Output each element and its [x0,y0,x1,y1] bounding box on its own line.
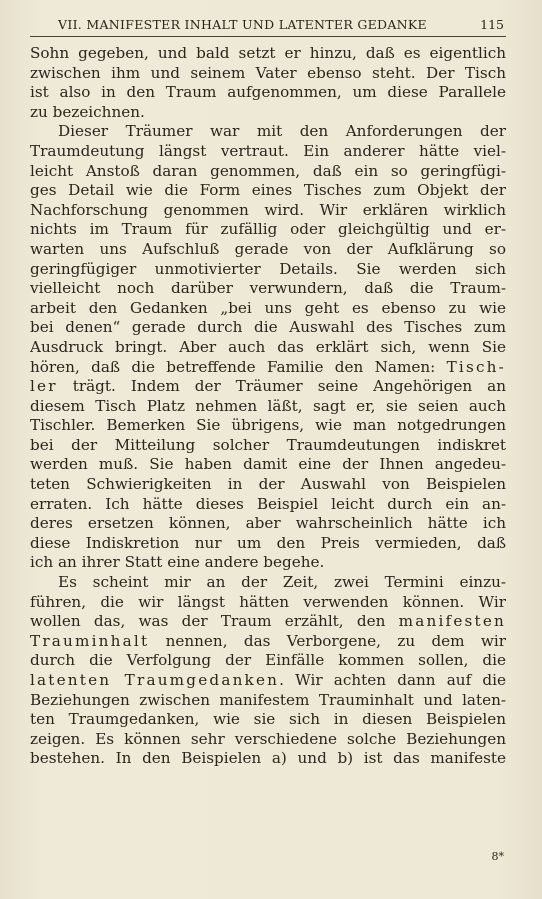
text-segment: leicht Anstoß daran genommen, daß ein so geringfügi- [30,161,506,180]
text-segment: hören, daß die betreffende Familie den Namen: [30,357,447,376]
text-line [30,220,506,240]
text-line [30,749,506,769]
text-line [30,534,506,554]
running-head [30,16,506,37]
text-segment: nichts im Traum für zufällig oder gleichgültig und er- [30,220,506,239]
spaced-term: Trauminhalt [30,631,150,650]
text-segment: Nachforschung genommen wird. Wir erklären wirklich [30,200,506,219]
text-line [30,279,506,299]
text-line [30,671,506,691]
text-segment: führen, die wir längst hätten verwenden können. Wir [30,592,506,611]
text-segment: Beziehungen zwischen manifestem Trauminhalt und laten- [30,690,506,709]
text-line [30,651,506,671]
text-line [30,83,506,103]
text-segment: deres ersetzen können, aber wahrscheinlich hätte ich [30,514,506,533]
text-line [30,436,506,456]
text-segment: Dieser Träumer war mit den Anforderungen der [58,122,506,141]
printer-signature-mark: 8* [491,850,504,863]
text-segment: ges Detail wie die Form eines Tisches zum Objekt der [30,181,506,200]
text-segment: geringfügiger unmotivierter Details. Sie werden sich [30,259,506,278]
running-head-title: VII. MANIFESTER INHALT UND LATENTER GEDANKE [58,17,427,32]
text-line [30,162,506,182]
text-segment: durch die Verfolgung der Einfälle kommen sollen, die [30,651,506,670]
text-line [30,377,506,397]
text-line [30,260,506,280]
text-segment: warten uns Aufschluß gerade von der Aufklärung so [30,239,506,258]
text-line [30,691,506,711]
text-line [30,730,506,750]
text-line [30,475,506,495]
text-line [30,318,506,338]
text-segment: teten Schwierigkeiten in der Auswahl von Beispielen [30,475,506,494]
text-line [30,64,506,84]
text-segment: diesem Tisch Platz nehmen läßt, sagt er, sie seien auch [30,396,506,415]
text-segment: vielleicht noch darüber verwundern, daß die Traum- [30,279,506,298]
text-segment: ist also in den Traum aufgenommen, um diese Parallele [30,83,506,102]
text-line [30,416,506,436]
text-segment: bei der Mitteilung solcher Traumdeutungen indiskret [30,435,506,454]
text-line [30,710,506,730]
text-line [30,299,506,319]
text-segment: ten Traumgedanken, wie sie sich in diesen Beispielen [30,710,506,729]
text-line [30,495,506,515]
text-segment: ich an ihrer Statt eine andere begehe. [30,553,325,572]
text-line [30,142,506,162]
text-segment: Tischler. Bemerken Sie übrigens, wie man notgedrungen [30,416,506,435]
text-line [30,455,506,475]
text-line [30,201,506,221]
text-segment: bestehen. In den Beispielen a) und b) ist das manifeste [30,749,506,768]
text-segment: zeigen. Es können sehr verschiedene solche Beziehungen [30,729,506,748]
text-line [30,44,506,64]
text-line [30,181,506,201]
text-segment: erraten. Ich hätte dieses Beispiel leicht durch ein an- [30,494,506,513]
text-segment: diese Indiskretion nur um den Preis vermieden, daß [30,533,506,552]
text-segment: Es scheint mir an der Zeit, zwei Termini einzu- [58,573,506,592]
text-segment: Traumdeutung längst vertraut. Ein anderer hätte viel- [30,141,506,160]
text-segment: zwischen ihm und seinem Vater ebenso steht. Der Tisch [30,63,506,82]
text-line [30,593,506,613]
text-segment: bei denen“ gerade durch die Auswahl des Tisches zum [30,318,506,337]
spaced-term: latenten Traumgedanken [30,671,280,689]
page-number: 115 [480,17,504,32]
text-line [30,514,506,534]
text-segment: trägt. Indem der Träumer seine Angehörigen an [57,377,506,396]
text-line [30,358,506,378]
text-line [30,612,506,632]
text-line [30,240,506,260]
text-line [30,573,506,593]
text-segment: arbeit den Gedanken „bei uns geht es ebenso zu wie [30,298,506,317]
text-segment: Sohn gegeben, und bald setzt er hinzu, daß es eigentlich [30,44,506,62]
text-line [30,103,506,123]
text-segment: wollen das, was der Traum erzählt, den [30,612,399,631]
text-segment: nennen, das Verborgene, zu dem wir [149,631,506,650]
spaced-term: Tisch- [446,357,506,376]
spaced-term: ler [30,377,58,396]
text-segment: zu bezeichnen. [30,102,145,121]
text-segment: . Wir achten dann auf die [279,671,506,689]
spaced-term: manifesten [398,612,506,631]
text-line [30,338,506,358]
text-segment: werden muß. Sie haben damit eine der Ihnen angedeu- [30,455,506,474]
text-line [30,122,506,142]
body-text [30,44,506,769]
text-line [30,553,506,573]
text-line [30,397,506,417]
text-segment: Ausdruck bringt. Aber auch das erklärt sich, wenn Sie [30,337,506,356]
text-line [30,632,506,652]
